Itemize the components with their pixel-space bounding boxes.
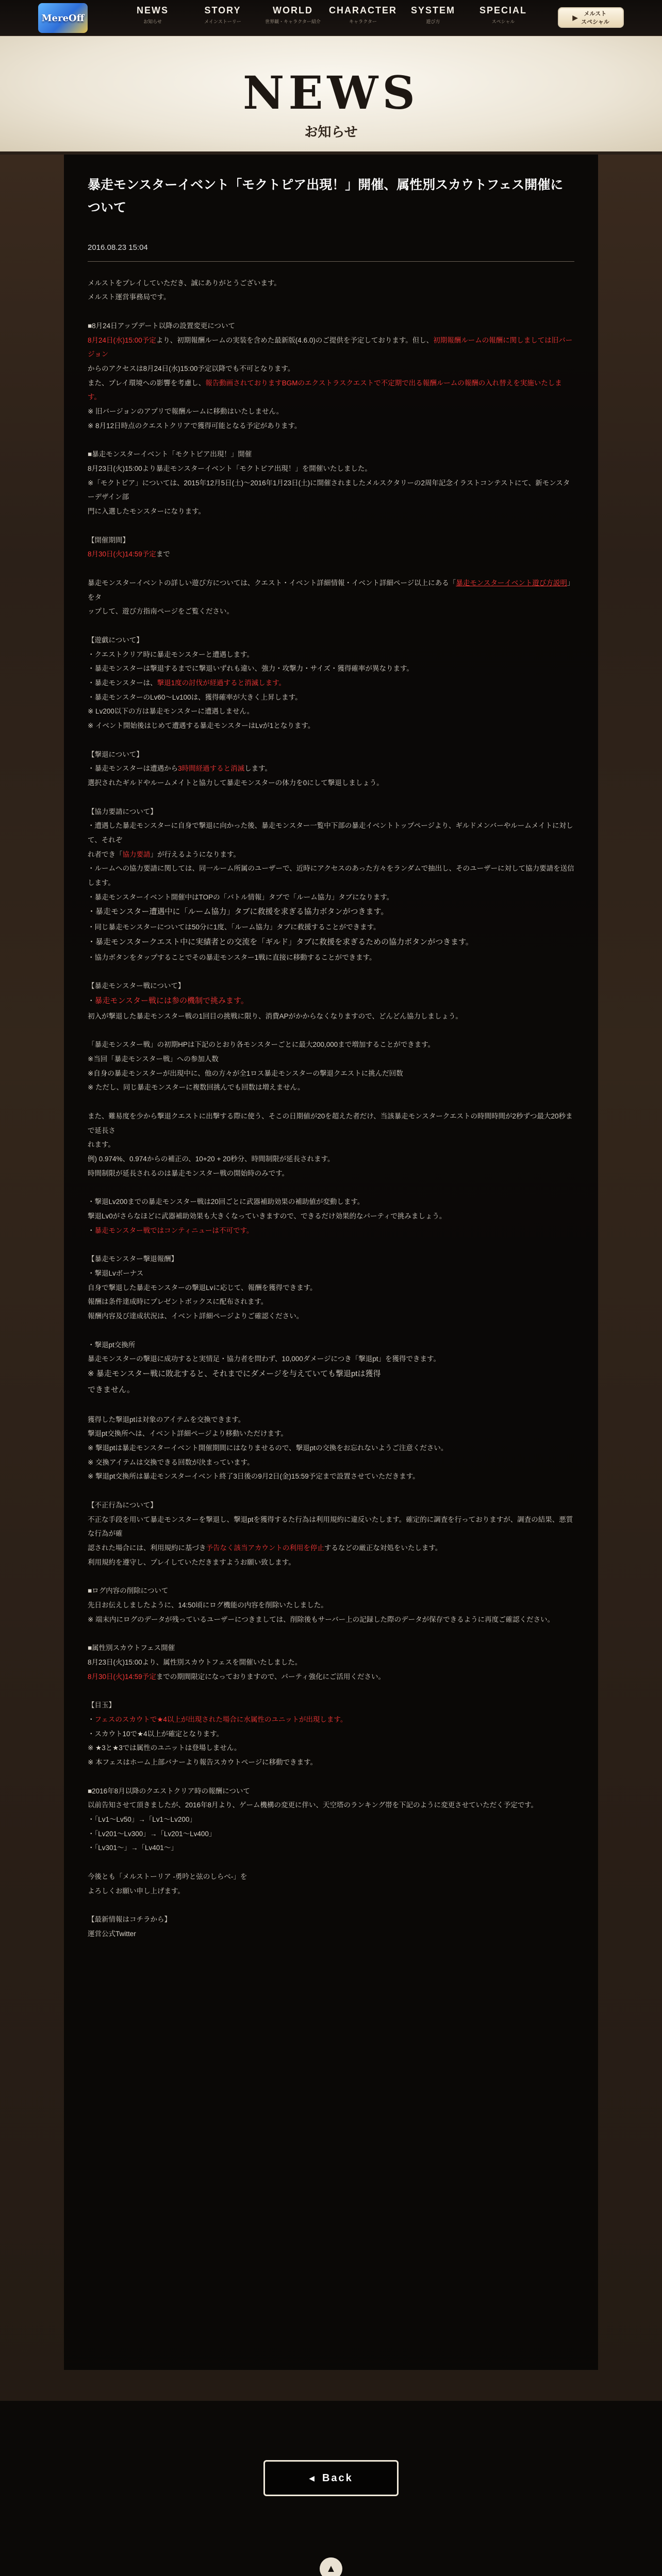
article-title: 暴走モンスターイベント「モクトピア出現！」開催、属性別スカウトフェス開催について [88,178,564,215]
arrow-up-icon: ▲ [326,2563,336,2574]
text-line: 門に入選したモンスターになります。 [88,507,206,515]
text-line: ップして、遊び方指南ページをご覧ください。 [88,607,234,616]
back-section [0,2401,662,2555]
text-line: ※「モクトピア」については、2015年12月5日(土)〜2016年1月23日(土)に開催されましたメルスクタリーの2周年記念イラストコンテストにて、新モンスターデザイン部 [88,479,570,501]
text-line: 認された場合には、利用規約に基づき予告なく該当アカウントの利用を停止するなどの厳正な対処をいたします。 [88,1544,442,1552]
news-article [64,155,598,2370]
section-heading: ■ログ内容の削除について [88,1587,169,1595]
logo-text: MereOff [41,12,85,24]
top-navigation-bar [0,0,662,36]
text-line: ・クエストクリア時に暴走モンスターと遭遇します。 [88,650,254,658]
text-line: ※ 本フェスはホーム上部バナーより報告スカウトページに移動できます。 [88,1758,318,1766]
text-line: ・暴走モンスターは、撃退1度の討伐が経過すると消滅します。 [88,679,286,687]
text-line: できません。 [88,1385,135,1394]
text-line: ・暴走モンスターのLv60〜Lv100は、獲得確率が大きく上昇します。 [88,693,302,701]
text-line: 以前告知させて頂きましたが、2016年8月より、ゲーム機構の変更に伴い、天空塔のランキング帯を下記のように変更させていただく予定です。 [88,1801,538,1809]
news-banner [0,36,662,155]
text-line: 時間制限が延長されるのは暴走モンスター戦の開始時のみです。 [88,1169,289,1177]
article-date: 2016.08.23 15:04 [88,243,574,262]
nav-news[interactable]: NEWS お知らせ [137,5,169,24]
text-line: 初入が撃退した暴走モンスター戦の1回目の挑戦に限り、消費APがかからなくなりますので、どんどん協力しましょう。 [88,1012,462,1020]
text-line: ・「Lv1〜Lv50」→「Lv1〜Lv200」 [88,1816,196,1824]
special-site-button[interactable] [558,7,624,28]
text-line: また、難易度を少から撃退クエストに出撃する際に使う、そこの日期値が20を超えた者だけ、当該暴走モンスタークエストの時間時間が2秒ずつ最大20秒まで延長さ [88,1112,573,1134]
text-line: ※ 暴走モンスター戦に敗北すると、それまでにダメージを与えていても撃退ptは獲得 [88,1369,381,1379]
text-line: ・暴走モンスターイベント開催中はTOPの「バトル情報」タブで「ルーム協力」タブになります。 [88,893,394,901]
text-line: ・遭遇した暴走モンスターに自身で撃退に向かった後、暴走モンスター一覧中下部の暴走イベントトップページより、ギルドメンバーやルームメイトに対して、それぞ [88,822,573,844]
text-line: メルストをプレイしていただき、誠にありがとうございます。 [88,279,281,287]
text-line: 例) 0.974%、0.974からの補正の、10+20 + 20秒分、時間制限が延長されます。 [88,1155,335,1163]
text-line: 自身で撃退した暴走モンスターの撃退Lvに応じて、報酬を獲得できます。 [88,1283,317,1292]
text-line: 暴走モンスターの撃退に成功すると実情足・協力者を問わず、10,000ダメージにつき「撃退pt」を獲得できます。 [88,1355,440,1363]
text-line: 先日お伝えしましたように、14:50頃にログ機能の内容を削除いたしました。 [88,1601,328,1609]
pagetop-section [0,2555,662,2576]
text-line: ※ イベント開始後はじめて遭遇する暴走モンスターはLvが1となります。 [88,721,315,730]
text-line: ※ 交換アイテムは交換できる回数が決まっています。 [88,1458,254,1466]
text-line: 【最新情報はコチラから】 [88,1916,171,1924]
text-line: 獲得した撃退ptは対象のアイテムを交換できます。 [88,1415,245,1423]
text-line: ※ 8月12日時点のクエストクリアで獲得可能となる予定があります。 [88,421,302,430]
text-line: ※ Lv200以下の方は暴走モンスターに遭遇しません。 [88,707,254,716]
nav-character[interactable]: CHARACTER キャラクター [329,5,397,24]
text-line: 8月24日(水)15:00予定より、初期報酬ルームの実装を含めた最新版(4.6.0)のご提供を予定しております。但し、初期報酬ルームの報酬に関しましては旧バージョン [88,336,573,359]
text-line: ・撃退pt交換所 [88,1341,136,1349]
text-line: 8月23日(火)15:00より、属性別スカウトフェスを開催いたしました。 [88,1658,302,1666]
back-button[interactable] [263,2460,399,2496]
guide-link[interactable]: 暴走モンスターイベント遊び方説明 [456,579,567,587]
twitter-link[interactable]: 運営公式Twitter [88,1930,136,1938]
text-line: からのアクセスは8月24日(水)15:00予定以降でも不可となります。 [88,364,295,372]
text-line: 8月30日(火)14:59予定まで [88,550,170,558]
text-line: 【遊戯について】 [88,636,143,644]
text-line: 【協力要請について】 [88,807,157,816]
text-line: ・ルームへの協力要請に関しては、同一ルーム所属のユーザーで、近時にアクセスのあった方々をランダムで抽出し、そのユーザーに対して協力要請を送信します。 [88,865,574,887]
text-line: 暴走モンスターイベントの詳しい遊び方については、クエスト・イベント詳細情報・イベント詳細ページ以上にある「暴走モンスターイベント遊び方説明」をタ [88,579,574,601]
text-line: 「暴走モンスター戦」の初期HPは下記のとおり各モンスターごとに最大200,000まで増加することができます。 [88,1041,435,1049]
text-line: ・スカウト10で★4以上が確定となります。 [88,1730,224,1738]
special-site-label: メルスト スペシャル [581,11,609,25]
text-line: メルスト運営事務局です。 [88,293,171,301]
text-line: ・暴走モンスター戦には参の機制で挑みます。 [88,996,249,1005]
text-line: 8月30日(火)14:59予定までの期間限定になっておりますので、パーティ強化にご活用ください。 [88,1672,385,1681]
nav-world[interactable]: WORLD 世界観・キャラクター紹介 [265,5,321,24]
section-heading: ■2016年8月以降のクエストクリア時の報酬について [88,1787,250,1795]
text-line: 【撃退について】 [88,750,143,758]
text-line: 不正な手段を用いて暴走モンスターを撃退し、撃退ptを獲得するた行為は利用規約に違反いたします。確定的に調査を行っておりますが、調査の結果、悪質な行為が確 [88,1515,573,1538]
text-line: 報酬内容及び達成状況は、イベント詳細ページよりご確認ください。 [88,1312,304,1320]
text-line: ※ 旧バージョンのアプリで報酬ルームに移動はいたしません。 [88,407,284,415]
nav-story[interactable]: STORY メインストーリー [204,5,241,24]
text-line: ・協力ボタンをタップすることでその暴走モンスター1戦に直接に移動することができます。 [88,953,376,961]
play-arrow-icon: ▶ [572,13,578,22]
text-line: ・フェスのスカウトで★4以上が出現された場合に水属性のユニットが出現します。 [88,1715,347,1723]
article-body [88,276,574,1941]
text-line: ※ ★3と★3では属性のユニットは登場しません。 [88,1744,241,1752]
text-line: ※自身の暴走モンスターが出現中に、他の方々が全1ロス暴走モンスターの撃退クエストに挑んだ回数 [88,1069,403,1077]
section-heading: ■暴走モンスターイベント「モクトピア出現！」開催 [88,450,252,459]
back-label: Back [322,2472,353,2484]
text-line: ※ 撃退pt交換所は暴走モンスターイベント終了3日後の9月2日(金)15:59予定まで設置させていただきます。 [88,1472,420,1481]
text-line: ※ 端末内にログのデータが残っているユーザーにつきましては、削除後もサーバー上の記録した際のデータが保存できるように再度ご確認ください。 [88,1615,555,1623]
text-line: ・同じ暴走モンスターについては50分に1度、「ルーム協力」タブに救援することができます。 [88,923,380,931]
text-line: 今後とも「メルストーリア -勇吟と弦のしらべ-」を [88,1873,247,1881]
text-line: ・「Lv201〜Lv300」→「Lv201〜Lv400」 [88,1829,216,1838]
text-line: れ者でき「協力要請」が行えるようになります。 [88,850,240,858]
content-stage [0,155,662,2401]
text-line: 【目玉】 [88,1701,115,1709]
nav-system[interactable]: SYSTEM 遊び方 [410,5,455,24]
text-line: ・暴走モンスターは遭遇から3時間経過すると消滅します。 [88,765,272,773]
text-line: 選択されたギルドやルームメイトと協力して暴走モンスターの体力を0にして撃退しましょう。 [88,778,384,787]
text-line: 【開催期間】 [88,536,129,544]
text-line: ・撃退Lvボーナス [88,1269,144,1278]
nav-special[interactable]: SPECIAL スペシャル [479,5,527,24]
text-line: ・暴走モンスタークエスト中に実績者との交流を「ギルド」タブに救援を求ぎるための協力ボタンがつきます。 [88,937,473,946]
text-line: 【暴走モンスター撃退報酬】 [88,1255,178,1263]
game-logo[interactable] [38,3,88,33]
text-line: ※ ただし、同じ暴走モンスターに複数回挑んでも回数は増えません。 [88,1083,305,1092]
text-line: ・暴走モンスターは撃退するまでに撃退いずれも違い、強力・攻撃力・サイズ・獲得確率が異なります。 [88,665,413,673]
text-line: ・暴走モンスター遭遇中に「ルーム協力」タブに救援を求ぎる協力ボタンがつきます。 [88,907,389,917]
section-heading: ■属性別スカウトフェス開催 [88,1644,175,1652]
banner-subtitle: お知らせ [304,124,358,140]
text-line: ・暴走モンスター戦ではコンティニューは不可です。 [88,1226,254,1234]
text-line: 報酬は条件達成時にプレゼントボックスに配布されます。 [88,1298,268,1306]
section-heading: ■8月24日アップデート以降の設置変更について [88,321,235,330]
section-heading: 【不正行為について】 [88,1501,157,1509]
pagetop-button[interactable] [320,2557,342,2576]
text-line: 【暴走モンスター戦について】 [88,982,185,990]
back-arrow-icon: ◀ [309,2473,316,2482]
banner-title: NEWS [243,66,419,120]
text-line: 撃退Lv0がさらなほどに武器補助効果も大きくなっていきますので、できるだけ効果的なパーティで挑みましょう。 [88,1212,446,1221]
text-line: よろしくお願い申し上げます。 [88,1887,185,1895]
text-line: 利用規約を遵守し、プレイしていただきますようお願い致します。 [88,1558,295,1566]
text-line: 8月23日(火)15:00より暴走モンスターイベント「モクトピア出現！」を開催いたしました。 [88,464,372,472]
text-line: ※ 撃退ptは暴走モンスターイベント開催期間にはなりませるので、撃退ptの交換をお忘れないようご注意ください。 [88,1444,448,1452]
text-line: ※当回「暴走モンスター戦」への参加人数 [88,1055,219,1063]
text-line: ・撃退Lv200までの暴走モンスター戦は20回ごとに武器補助効果の補助値が変動します。 [88,1198,365,1206]
text-line: 撃退pt交換所へは、イベント詳細ページより移動いただけます。 [88,1430,288,1438]
text-line: ・「Lv301〜」→「Lv401〜」 [88,1844,178,1852]
text-line: また、プレイ環境への影響を考慮し、報告動画されておりますBGMのエクストラスクエストで不定期で出る報酬ルームの報酬の入れ替えを実施いたします。 [88,379,562,401]
global-nav [118,5,538,25]
text-line: れます。 [88,1141,115,1149]
